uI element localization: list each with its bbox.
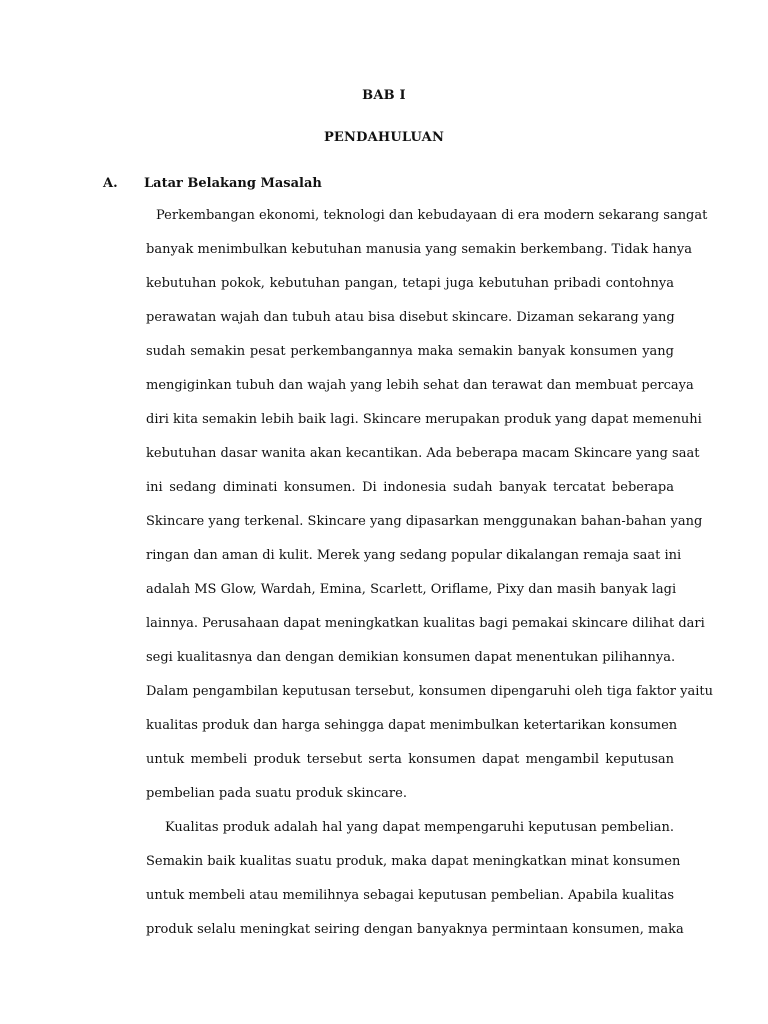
paragraph-line: diri kita semakin lebih baik lagi. Skincare merupakan produk yang dapat memenuhi [146,412,702,427]
paragraph-line: kualitas produk dan harga sehingga dapat menimbulkan ketertarikan konsumen [146,718,678,733]
paragraph-line: Kualitas produk adalah hal yang dapat mempengaruhi keputusan pembelian. [165,820,674,835]
section-heading [103,176,322,191]
paragraph-line: Perkembangan ekonomi, teknologi dan kebudayaan di era modern sekarang sangat [156,208,708,223]
paragraph-line: Skincare yang terkenal. Skincare yang dipasarkan menggunakan bahan-bahan yang [146,514,703,529]
paragraph-line: kebutuhan pokok, kebutuhan pangan, tetapi juga kebutuhan pribadi contohnya [146,276,674,291]
paragraph-line: perawatan wajah dan tubuh atau bisa disebut skincare. Dizaman sekarang yang [146,310,675,325]
paragraph-line: Dalam pengambilan keputusan tersebut, konsumen dipengaruhi oleh tiga faktor yaitu [146,684,713,699]
paragraph-line: mengiginkan tubuh dan wajah yang lebih sehat dan terawat dan membuat percaya [146,378,694,393]
chapter-heading: BAB I [362,88,406,103]
paragraph-line: pembelian pada suatu produk skincare. [146,786,407,801]
paragraph-line: produk selalu meningkat seiring dengan banyaknya permintaan konsumen, maka [146,922,684,937]
paragraph-line: kebutuhan dasar wanita akan kecantikan. Ada beberapa macam Skincare yang saat [146,446,700,461]
paragraph-line: adalah MS Glow, Wardah, Emina, Scarlett, Oriflame, Pixy dan masih banyak lagi [146,582,677,597]
paragraph-line: ringan dan aman di kulit. Merek yang sedang popular dikalangan remaja saat ini [146,548,682,563]
section-title: Latar Belakang Masalah [144,176,322,191]
paragraph-line: banyak menimbulkan kebutuhan manusia yang semakin berkembang. Tidak hanya [146,242,692,257]
paragraph-line: ini sedang diminati konsumen. Di indonesia sudah banyak tercatat beberapa [146,480,674,495]
section-number: A. [103,176,118,191]
paragraph-line: segi kualitasnya dan dengan demikian konsumen dapat menentukan pilihannya. [146,650,676,665]
paragraph-line: Semakin baik kualitas suatu produk, maka dapat meningkatkan minat konsumen [146,854,681,869]
paragraph-line: untuk membeli produk tersebut serta konsumen dapat mengambil keputusan [146,752,674,767]
paragraph-line: untuk membeli atau memilihnya sebagai keputusan pembelian. Apabila kualitas [146,888,674,903]
chapter-title: PENDAHULUAN [323,130,445,145]
paragraph-line: lainnya. Perusahaan dapat meningkatkan kualitas bagi pemakai skincare dilihat dari [146,616,705,631]
paragraph-line: sudah semakin pesat perkembangannya maka semakin banyak konsumen yang [146,344,674,359]
